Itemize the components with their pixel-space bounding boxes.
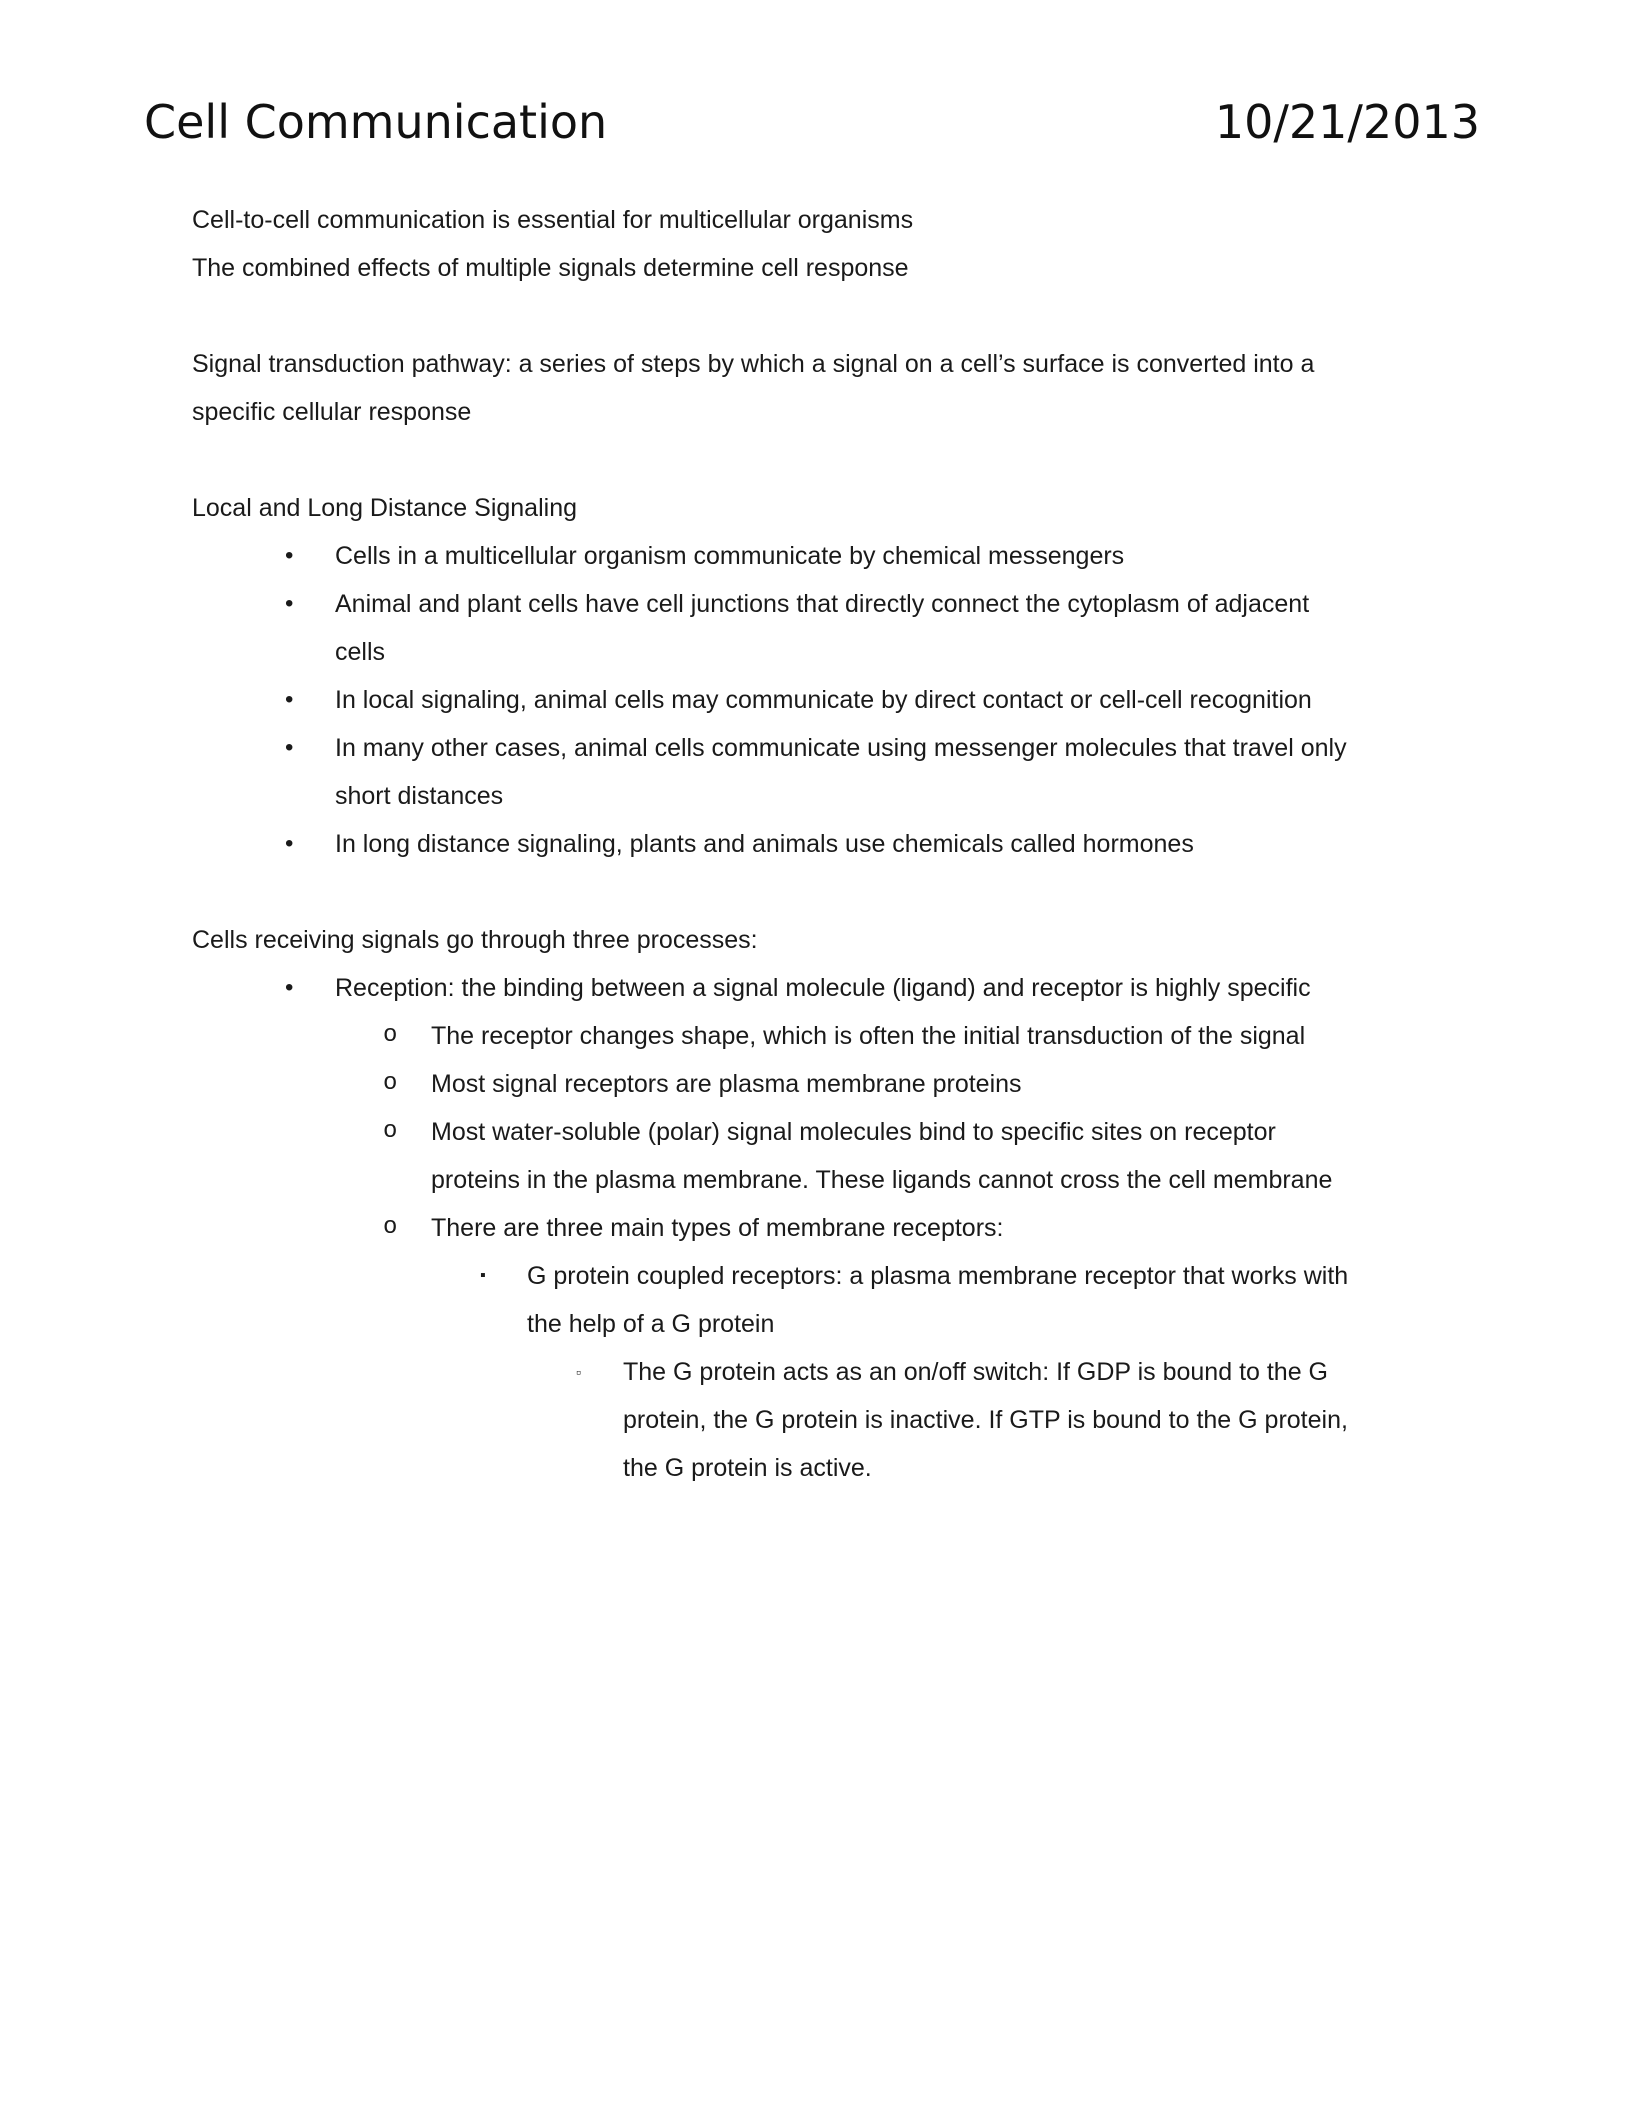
sub-bullet-text: There are three main types of membrane receptors:: [431, 1214, 1004, 1242]
hollow-square-bullet-text: protein, the G protein is inactive. If GTP is bound to the G protein,: [623, 1406, 1348, 1434]
bullet-text: Animal and plant cells have cell junctions that directly connect the cytoplasm of adjacent: [335, 590, 1310, 618]
bullet-item: [192, 676, 1452, 724]
circle-bullet-icon: o: [383, 1022, 398, 1049]
sub-bullet-text: proteins in the plasma membrane. These ligands cannot cross the cell membrane: [431, 1166, 1333, 1194]
bullet-icon: •: [285, 830, 294, 857]
circle-bullet-icon: o: [383, 1118, 398, 1145]
bullet-icon: •: [285, 686, 294, 713]
bullet-item: [192, 580, 1452, 676]
bullet-item: [192, 532, 1452, 580]
sub-bullet-item: [192, 1012, 1452, 1060]
bullet-item-reception: [192, 964, 1452, 1012]
bullet-icon: •: [285, 590, 294, 617]
definition-line: specific cellular response: [192, 398, 472, 426]
sub-bullet-item: [192, 1204, 1452, 1252]
bullet-text: In many other cases, animal cells communicate using messenger molecules that travel only: [335, 734, 1347, 762]
hollow-square-bullet-item: [192, 1348, 1452, 1492]
spacer: [192, 436, 1452, 484]
sub-bullet-text: Most water-soluble (polar) signal molecules bind to specific sites on receptor: [431, 1118, 1276, 1146]
document-body: [192, 196, 1452, 1492]
intro-line: Cell-to-cell communication is essential for multicellular organisms: [192, 206, 914, 234]
bullet-item: [192, 820, 1452, 868]
square-bullet-item: [192, 1252, 1452, 1348]
bullet-text: cells: [335, 638, 386, 666]
bullet-text: In local signaling, animal cells may communicate by direct contact or cell-cell recognition: [335, 686, 1312, 714]
square-bullet-text: the help of a G protein: [527, 1310, 775, 1338]
bullet-icon: •: [285, 542, 294, 569]
hollow-square-bullet-icon: ▫: [576, 1364, 581, 1380]
bullet-text: Reception: the binding between a signal molecule (ligand) and receptor is highly specific: [335, 974, 1311, 1002]
sub-bullet-text: Most signal receptors are plasma membrane proteins: [431, 1070, 1022, 1098]
circle-bullet-icon: o: [383, 1214, 398, 1241]
bullet-icon: •: [285, 974, 294, 1001]
page-date: 10/21/2013: [1214, 95, 1480, 149]
spacer: [192, 292, 1452, 340]
hollow-square-bullet-text: The G protein acts as an on/off switch: If GDP is bound to the G: [623, 1358, 1329, 1386]
sub-bullet-item: [192, 1060, 1452, 1108]
hollow-square-bullet-text: the G protein is active.: [623, 1454, 872, 1482]
bullet-item: [192, 724, 1452, 820]
bullet-text: Cells in a multicellular organism communicate by chemical messengers: [335, 542, 1125, 570]
bullet-text: In long distance signaling, plants and animals use chemicals called hormones: [335, 830, 1194, 858]
page-title: Cell Communication: [144, 95, 608, 149]
circle-bullet-icon: o: [383, 1070, 398, 1097]
bullet-text: short distances: [335, 782, 504, 810]
intro-line: The combined effects of multiple signals determine cell response: [192, 254, 909, 282]
section-heading-local: Local and Long Distance Signaling: [192, 494, 577, 522]
section-heading-processes: Cells receiving signals go through three processes:: [192, 926, 758, 954]
sub-bullet-text: The receptor changes shape, which is often the initial transduction of the signal: [431, 1022, 1306, 1050]
square-bullet-text: G protein coupled receptors: a plasma membrane receptor that works with: [527, 1262, 1349, 1290]
spacer: [192, 868, 1452, 916]
bullet-icon: •: [285, 734, 294, 761]
definition-line: Signal transduction pathway: a series of steps by which a signal on a cell’s surface is converted into a: [192, 350, 1315, 378]
square-bullet-icon: ▪: [480, 1267, 486, 1284]
sub-bullet-item: [192, 1108, 1452, 1204]
